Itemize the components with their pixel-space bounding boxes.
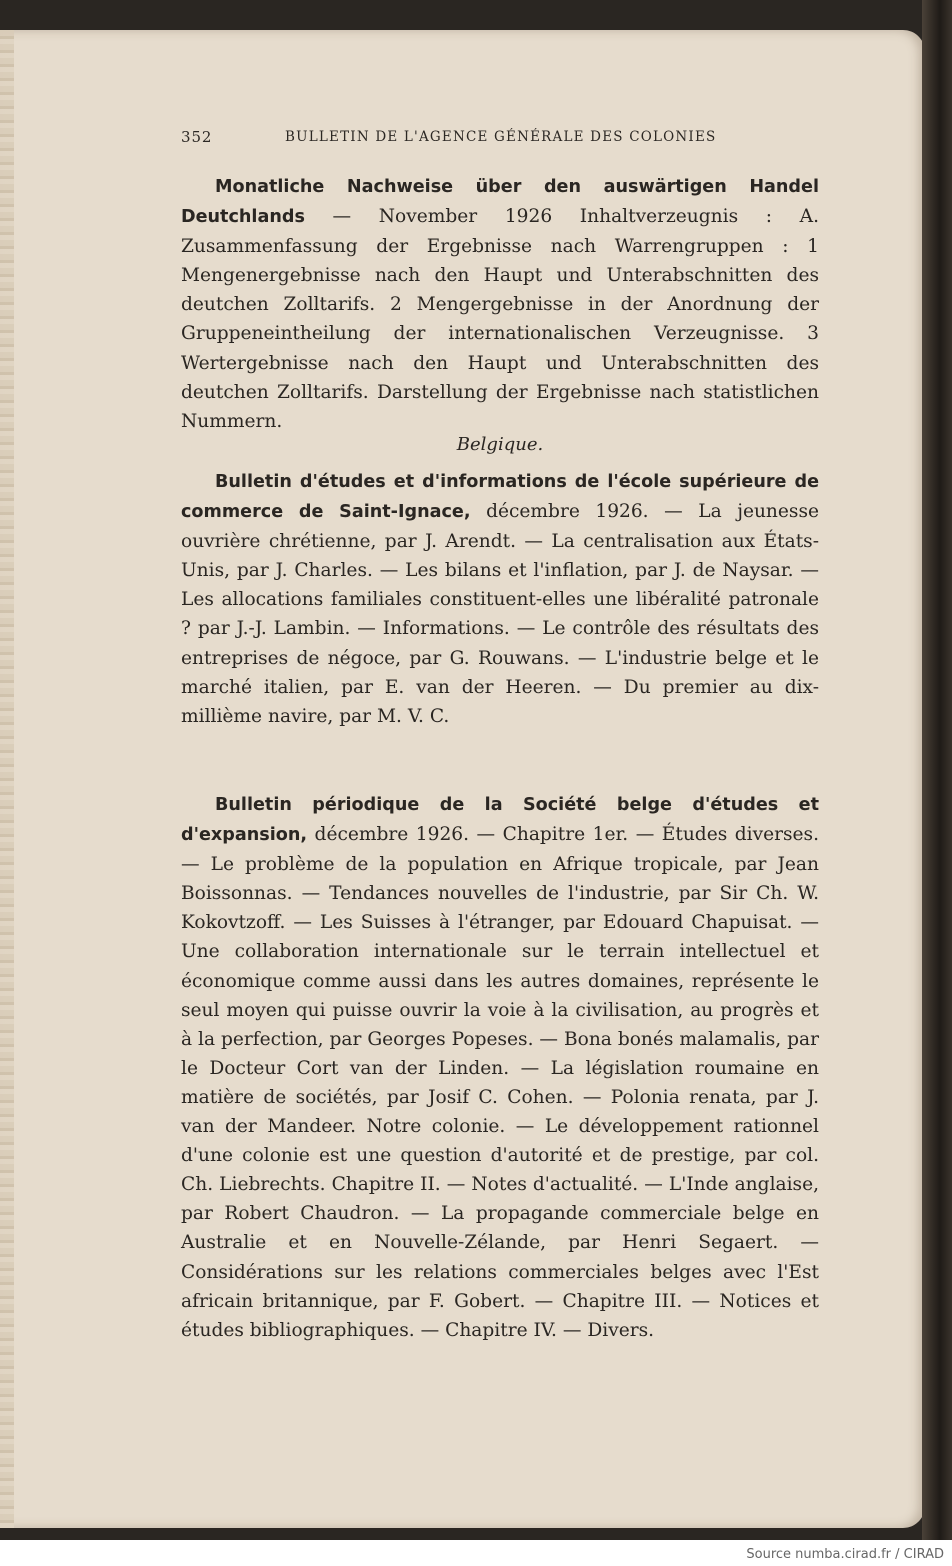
section-title-belgique: Belgique. xyxy=(456,434,544,455)
running-title: BULLETIN DE L'AGENCE GÉNÉRALE DES COLONIES xyxy=(285,129,717,145)
source-credit: Source numba.cirad.fr / CIRAD xyxy=(746,1547,944,1562)
entry-title: Bulletin périodique de la Société belge d'études et d'expansion, xyxy=(181,795,819,846)
entry-body: décembre 1926. — Chapitre 1er. — Études diverses. — Le problème de la population en Afrique tropicale, par Jean Boissonnas. — Tendances nouvelles de l'industrie, par Sir Ch. W. Kokovtzoff. — Les Suisses à l'étranger, par Edouard Chapuisat. — Une collaboration internationale sur le terrain intellectuel et économique comme aussi dans les autres domaines, représente le seul moyen qui puisse ouvrir la voie à la civilisation, au progrès et à la perfection, par Georges Popeses. — Bona bonés malamalis, par le Docteur Cort van der Linden. — La législation roumaine en matière de sociétés, par Josif C. Cohen. — Polonia renata, par J. van der Mandeer. Notre colonie. — Le développement rationnel d'une colonie est une question d'autorité et de prestige, par col. Ch. Liebrechts. Chapitre II. — Notes d'actualité. — L'Inde anglaise, par Robert Chaudron. — La propagande commerciale belge en Australie et en Nouvelle-Zélande, par Henri Segaert. — Considérations sur les relations commerciales belges avec l'Est africain britannique, par F. Gobert. — Chapitre III. — Notices et études bibliographiques. — Chapitre IV. — Divers. xyxy=(181,824,819,1341)
entry-title: Monatliche Nachweise über den auswärtigen Handel Deutchlands xyxy=(181,177,819,228)
entry-bulletin-saint-ignace xyxy=(181,467,819,731)
entry-body: — November 1926 Inhaltverzeugnis : A. Zusammenfassung der Ergebnisse nach Warrengruppen : 1 Mengenergebnisse nach den Haupt und Unterabschnitten des deutchen Zolltarifs. 2 Mengergebnisse in der Anordnung der Gruppeneintheilung der internationalischen Verzeugnisse. 3 Wertergebnisse nach den Haupt und Unterabschnitten des deutchen Zolltarifs. Darstellung der Ergebnisse nach statistlichen Nummern. xyxy=(181,206,819,432)
page-edge xyxy=(0,30,14,1528)
entry-body: décembre 1926. — La jeunesse ouvrière chrétienne, par J. Arendt. — La centralisation aux États-Unis, par J. Charles. — Les bilans et l'inflation, par J. de Naysar. — Les allocations familiales constituent-elles une libéralité patronale ? par J.-J. Lambin. — Informations. — Le contrôle des résultats des entreprises de négoce, par G. Rouwans. — L'industrie belge et le marché italien, par E. van der Heeren. — Du premier au dix-millième navire, par M. V. C. xyxy=(181,501,820,727)
page-number: 352 xyxy=(181,128,213,146)
entry-title: Bulletin d'études et d'informations de l'école supérieure de commerce de Saint-Ignace, xyxy=(181,472,819,523)
book-spine xyxy=(922,0,952,1540)
entry-bulletin-societe-belge xyxy=(181,790,819,1345)
entry-monatliche-nachweise xyxy=(181,172,819,436)
